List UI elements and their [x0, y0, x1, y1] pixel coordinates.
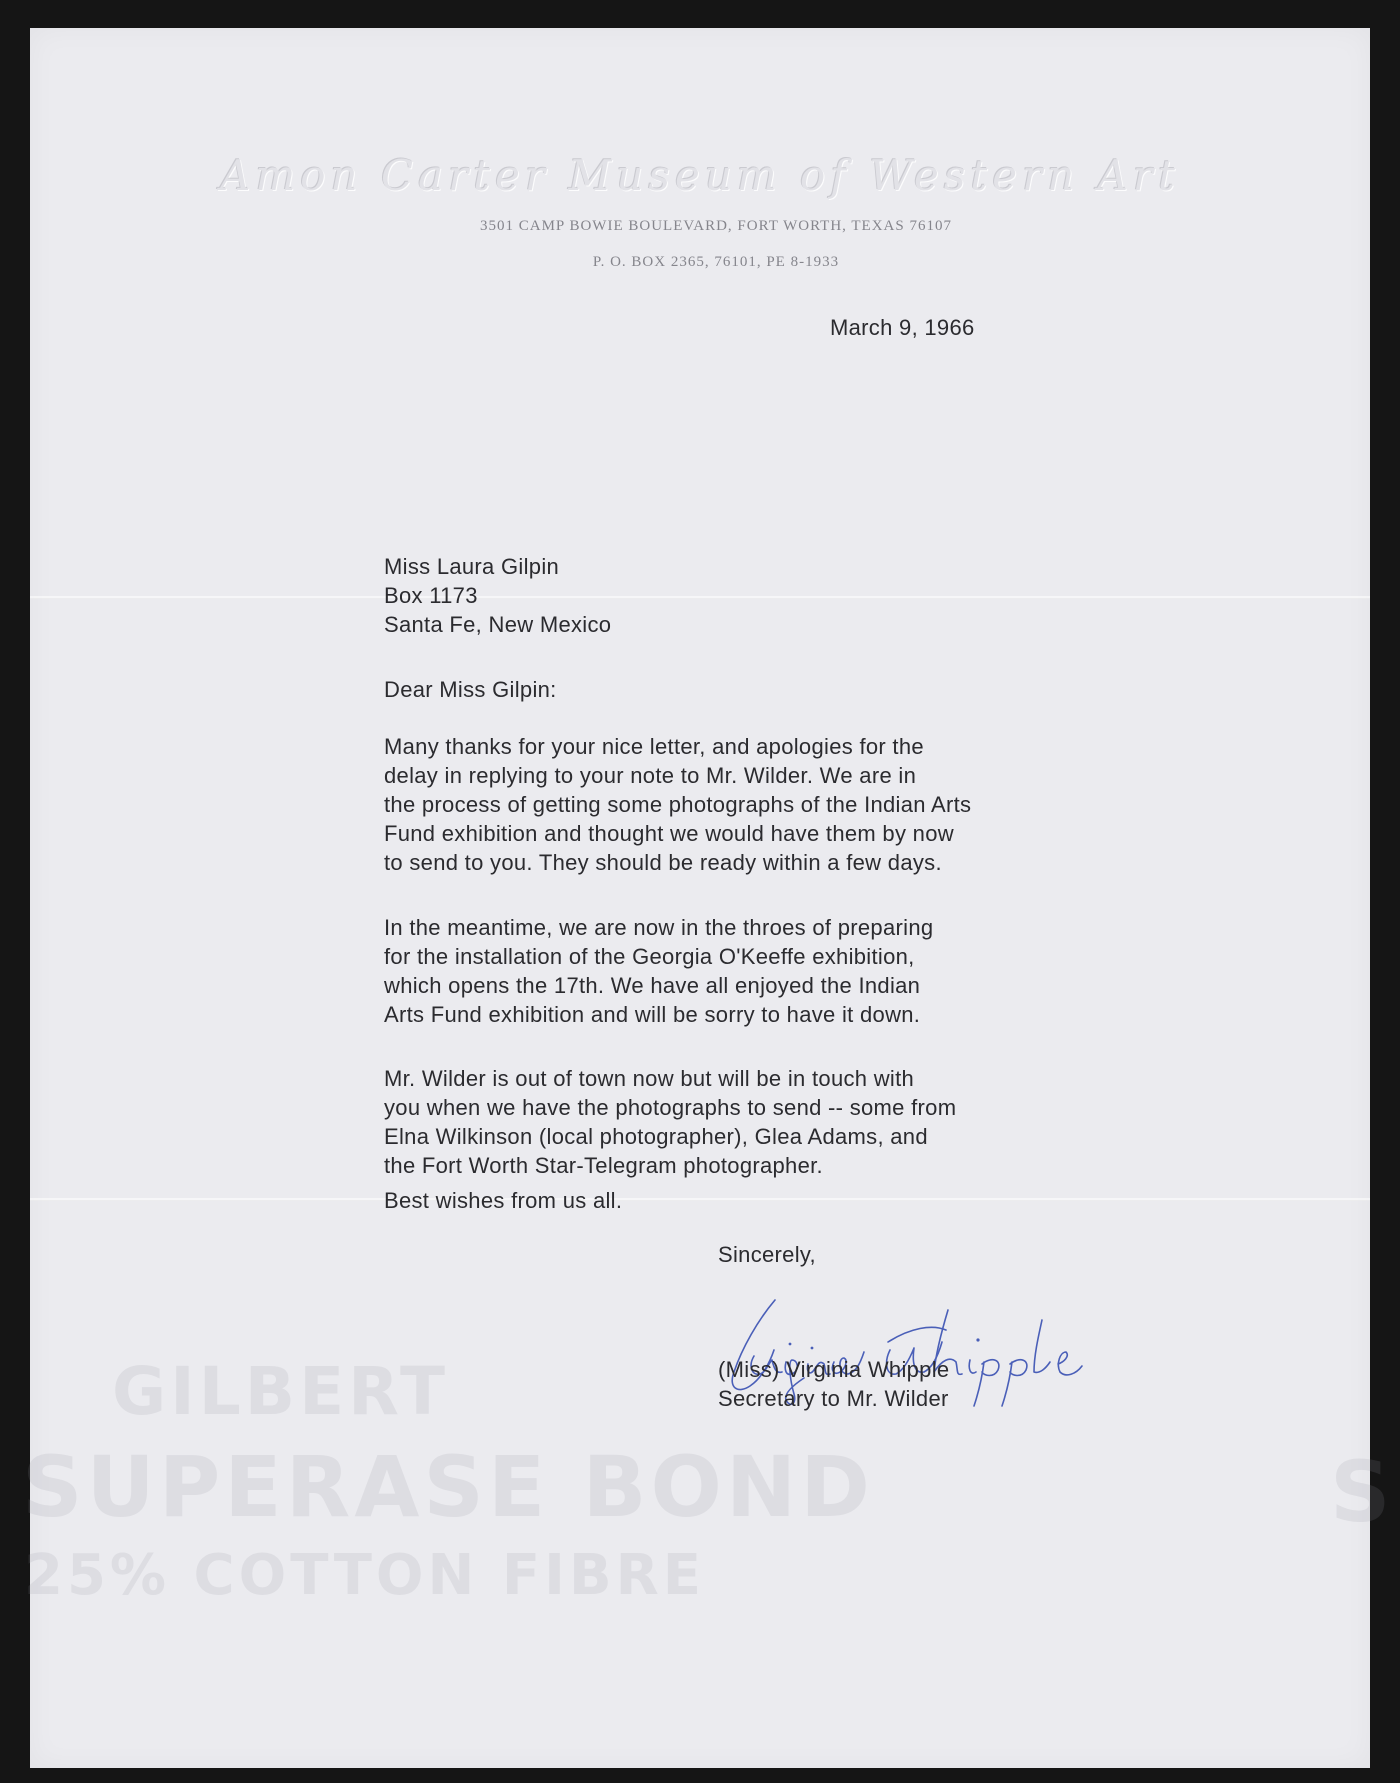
body-line: delay in replying to your note to Mr. Wilder. We are in: [384, 763, 917, 788]
watermark-fragment: S: [1330, 1443, 1395, 1541]
recipient-line: Miss Laura Gilpin: [384, 554, 560, 579]
body-line: Fund exhibition and thought we would have them by now: [384, 821, 954, 846]
body-line: Many thanks for your nice letter, and apologies for the: [384, 734, 924, 759]
body-line: for the installation of the Georgia O'Keeffe exhibition,: [384, 944, 915, 969]
body-line: Arts Fund exhibition and will be sorry to have it down.: [384, 1002, 921, 1027]
letter-page: [22, 28, 1395, 1768]
body-paragraph-2: [384, 913, 1084, 1029]
body-line: to send to you. They should be ready within a few days.: [384, 850, 942, 875]
letterhead-museum-name: Amon Carter Museum of Western Art: [220, 151, 1180, 200]
closing-wishes: Best wishes from us all.: [384, 1188, 623, 1213]
recipient-line: Box 1173: [384, 583, 478, 608]
watermark-line-3: 25% COTTON FIBRE: [24, 1543, 706, 1608]
body-paragraph-1: [384, 732, 1084, 877]
complimentary-close: Sincerely,: [718, 1242, 816, 1267]
body-paragraph-3: [384, 1064, 1084, 1180]
body-line: In the meantime, we are now in the throes of preparing: [384, 915, 934, 940]
recipient-address: [384, 552, 1084, 639]
body-line: the Fort Worth Star-Telegram photographer.: [384, 1153, 823, 1178]
body-line: the process of getting some photographs of the Indian Arts: [384, 792, 972, 817]
body-line: you when we have the photographs to send -- some from: [384, 1095, 957, 1120]
letterhead-address: 3501 CAMP BOWIE BOULEVARD, FORT WORTH, TEXAS 76107: [480, 218, 952, 234]
letter-date: March 9, 1966: [830, 315, 975, 340]
watermark-line-2: SUPERASE BOND: [22, 1438, 874, 1536]
body-line: Elna Wilkinson (local photographer), Glea Adams, and: [384, 1124, 928, 1149]
recipient-line: Santa Fe, New Mexico: [384, 612, 612, 637]
salutation: Dear Miss Gilpin:: [384, 677, 557, 702]
signer-title: Secretary to Mr. Wilder: [718, 1386, 949, 1411]
signature-block: [718, 1355, 949, 1413]
body-line: which opens the 17th. We have all enjoyed the Indian: [384, 973, 921, 998]
signer-name: (Miss) Virginia Whipple: [718, 1357, 950, 1382]
letterhead-po-box: P. O. BOX 2365, 76101, PE 8-1933: [592, 254, 840, 270]
body-line: Mr. Wilder is out of town now but will be in touch with: [384, 1066, 915, 1091]
watermark-line-1: GILBERT: [112, 1353, 450, 1430]
